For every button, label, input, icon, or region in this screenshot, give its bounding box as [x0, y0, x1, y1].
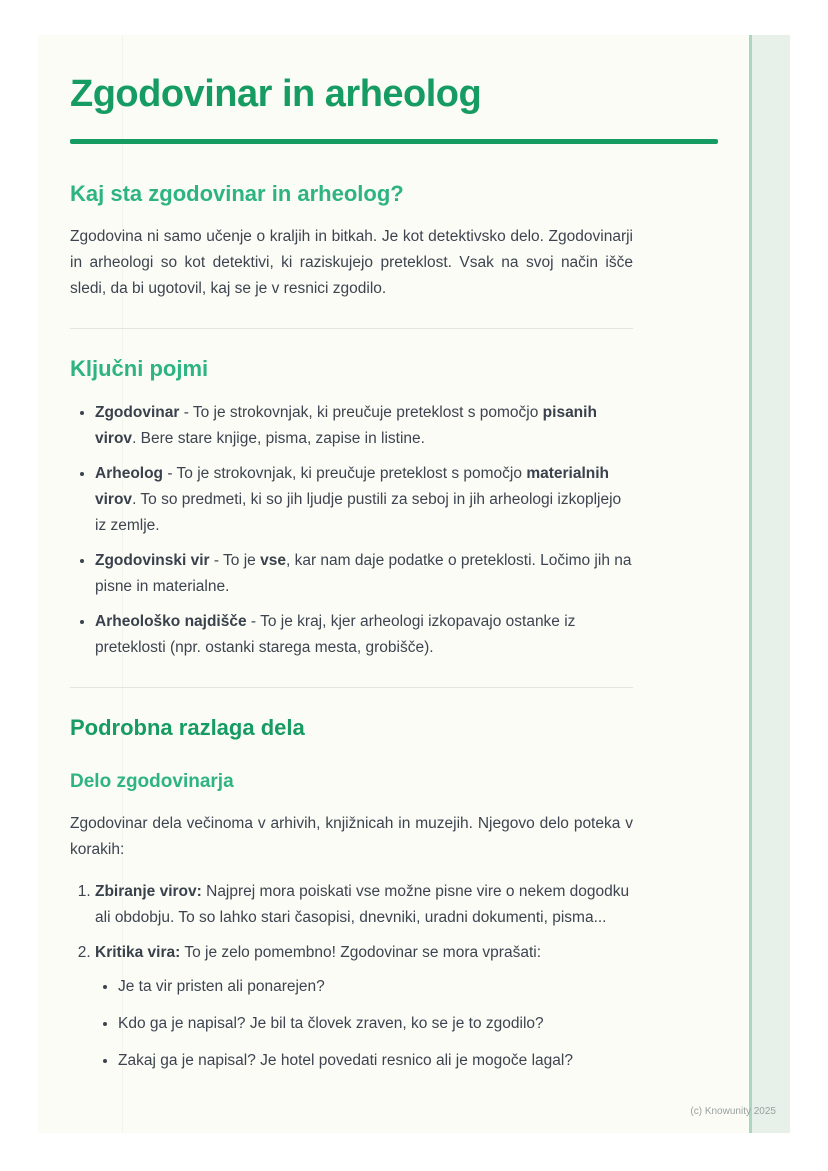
list-item: • Arheološko najdišče - To je kraj, kjer arheologi izkopavajo ostanke iz preteklosti (npr. ostanki starega mesta, grobišče). — [95, 609, 633, 661]
list-item: • Zgodovinar - To je strokovnjak, ki preučuje preteklost s pomočjo pisanih virov. Bere stare knjige, pisma, zapise in listine. — [95, 400, 633, 452]
historian-steps-list — [70, 879, 633, 1074]
list-item: • Arheolog - To je strokovnjak, ki preučuje preteklost s pomočjo materialnih virov. To so predmeti, ki so jih ljudje pustili za seboj in jih arheologi izkopljejo iz zemlje. — [95, 461, 633, 539]
copyright-note: (c) Knowunity 2025 — [690, 1106, 776, 1117]
page-side-band — [749, 35, 790, 1133]
list-item: • Kdo ga je napisal? Je bil ta človek zraven, ko se je to zgodilo? — [118, 1011, 633, 1037]
title-underline — [70, 139, 718, 144]
historian-paragraph: Zgodovinar dela večinoma v arhivih, knjižnicah in muzejih. Njegovo delo poteka v korakih: — [70, 814, 633, 858]
source-critique-questions — [95, 974, 633, 1074]
list-item: • Je ta vir pristen ali ponarejen? — [118, 974, 633, 1000]
document-page — [38, 35, 790, 1133]
section-divider — [70, 328, 633, 329]
section-divider — [70, 687, 633, 688]
list-item: 2. Kritika vira: To je zelo pomembno! Zgodovinar se mora vprašati: • Je ta vir pristen ali ponarejen? • Kdo ga je napisal? Je bil ta človek zraven, ko se je to zgodilo? • Zakaj ga je napisal? Je hotel povedati resnico ali je mogoče lagal? — [95, 940, 633, 1074]
list-item: • Zgodovinski vir - To je vse, kar nam daje podatke o preteklosti. Ločimo jih na pisne in materialne. — [95, 548, 633, 600]
section-heading-intro: Kaj sta zgodovinar in arheolog? — [70, 180, 404, 206]
list-item: • Zakaj ga je napisal? Je hotel povedati resnico ali je mogoče lagal? — [118, 1048, 633, 1074]
section-heading-detailed: Podrobna razlaga dela — [70, 714, 305, 740]
key-terms-list — [70, 400, 633, 661]
section-heading-key-terms: Ključni pojmi — [70, 356, 209, 382]
subsection-heading-historian: Delo zgodovinarja — [70, 771, 234, 793]
list-item: 1. Zbiranje virov: Najprej mora poiskati vse možne pisne vire o nekem dogodku ali obdobju. To so lahko stari časopisi, dnevniki, uradni dokumenti, pisma... — [95, 879, 633, 931]
intro-paragraph: Zgodovina ni samo učenje o kraljih in bitkah. Je kot detektivsko delo. Zgodovinarji in arheologi so kot detektivi, ki raziskujejo preteklost. Vsak na svoj način išče sledi, da bi ugotovil, kaj se je v resnici zgodilo. — [70, 228, 633, 298]
page-content — [70, 35, 633, 1085]
page-title: Zgodovinar in arheolog — [70, 73, 482, 115]
